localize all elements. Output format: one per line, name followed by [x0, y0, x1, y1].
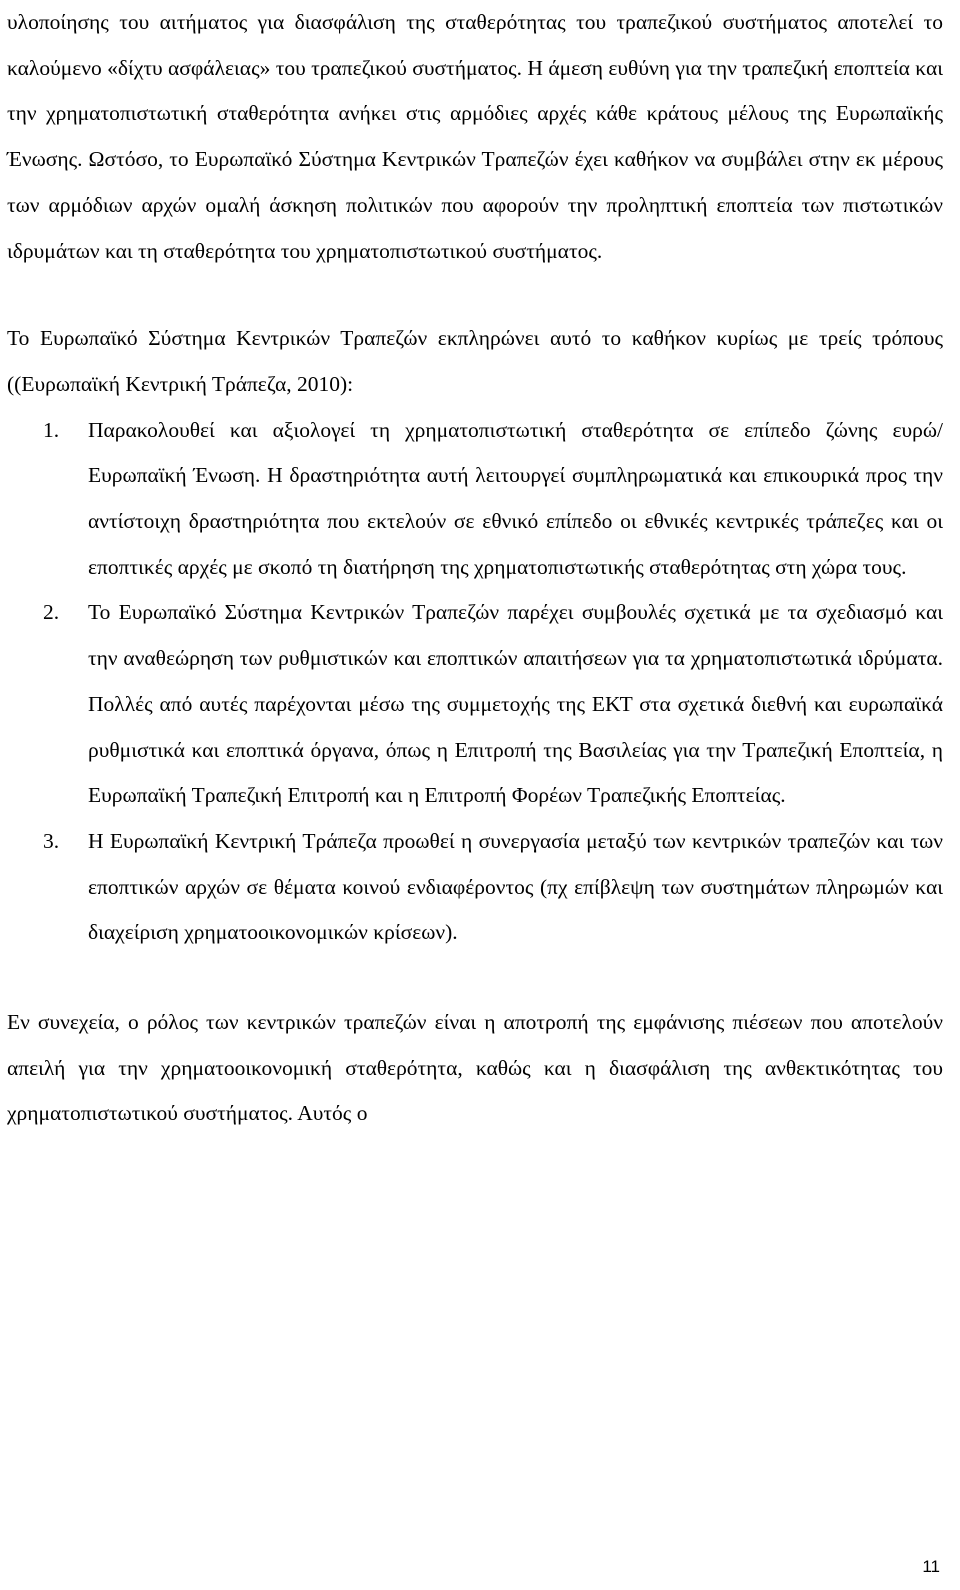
list-item-text: Παρακολουθεί και αξιολογεί τη χρηματοπιστωτική σταθερότητα σε επίπεδο ζώνης ευρώ/ Ευρωπαϊκή Ένωση. Η δραστηριότητα αυτή λειτουργεί συμπληρωματικά και επικουρικά προς την αντίστοιχη δραστηριότητα που εκτελούν σε εθνικό επίπεδο οι εθνικές κεντρικές τράπεζες και οι εποπτικές αρχές με σκοπό τη διατήρηση της χρηματοπιστωτικής σταθερότητας στη χώρα τους. — [88, 417, 943, 579]
list-item — [7, 590, 943, 819]
paragraph-2: Το Ευρωπαϊκό Σύστημα Κεντρικών Τραπεζών εκπληρώνει αυτό το καθήκον κυρίως με τρείς τρόπους ((Ευρωπαϊκή Κεντρική Τράπεζα, 2010): — [7, 326, 943, 396]
list-item — [7, 819, 943, 956]
paragraph-1: υλοποίησης του αιτήματος για διασφάλιση της σταθερότητας του τραπεζικού συστήματος αποτελεί το καλούμενο «δίχτυ ασφάλειας» του τραπεζικού συστήματος. Η άμεση ευθύνη για την τραπεζική εποπτεία και την χρηματοπιστωτική σταθερότητα ανήκει στις αρμόδιες αρχές κάθε κράτους μέλους της Ευρωπαϊκής Ένωσης. Ωστόσο, το Ευρωπαϊκό Σύστημα Κεντρικών Τραπεζών έχει καθήκον να συμβάλει στην εκ μέρους των αρμόδιων αρχών ομαλή άσκηση πολιτικών που αφορούν την προληπτική εποπτεία των πιστωτικών ιδρυμάτων και τη σταθερότητα του χρηματοπιστωτικού συστήματος. — [7, 10, 943, 263]
list-item-number: 2. — [43, 600, 60, 625]
list-item-text: Η Ευρωπαϊκή Κεντρική Τράπεζα προωθεί η συνεργασία μεταξύ των κεντρικών τραπεζών και των εποπτικών αρχών σε θέματα κοινού ενδιαφέροντος (πχ επίβλεψη των συστημάτων πληρωμών και διαχείριση χρηματοοικονομικών κρίσεων). — [88, 828, 943, 945]
list-item-text: Το Ευρωπαϊκό Σύστημα Κεντρικών Τραπεζών παρέχει συμβουλές σχετικά με τα σχεδιασμό και την αναθεώρηση των ρυθμιστικών και εποπτικών απαιτήσεων για τα χρηματοπιστωτικά ιδρύματα. Πολλές από αυτές παρέχονται μέσω της συμμετοχής της ΕΚΤ στα σχετικά διεθνή και ευρωπαϊκά ρυθμιστικά και εποπτικά όργανα, όπως η Επιτροπή της Βασιλείας για την Τραπεζική Εποπτεία, η Ευρωπαϊκή Τραπεζική Επιτροπή και η Επιτροπή Φορέων Τραπεζικής Εποπτείας. — [88, 600, 943, 808]
list-item-number: 3. — [43, 828, 60, 853]
list-item — [7, 408, 943, 591]
list-item-number: 1. — [43, 417, 60, 442]
document-page — [7, 0, 943, 1137]
paragraph-3: Εν συνεχεία, ο ρόλος των κεντρικών τραπεζών είναι η αποτροπή της εμφάνισης πιέσεων που αποτελούν απειλή για την χρηματοοικονομική σταθερότητα, καθώς και η διασφάλιση της ανθεκτικότητας του χρηματοπιστωτικού συστήματος. Αυτός ο — [7, 1010, 943, 1126]
page-number: 11 — [922, 1557, 940, 1576]
numbered-list — [7, 408, 943, 956]
